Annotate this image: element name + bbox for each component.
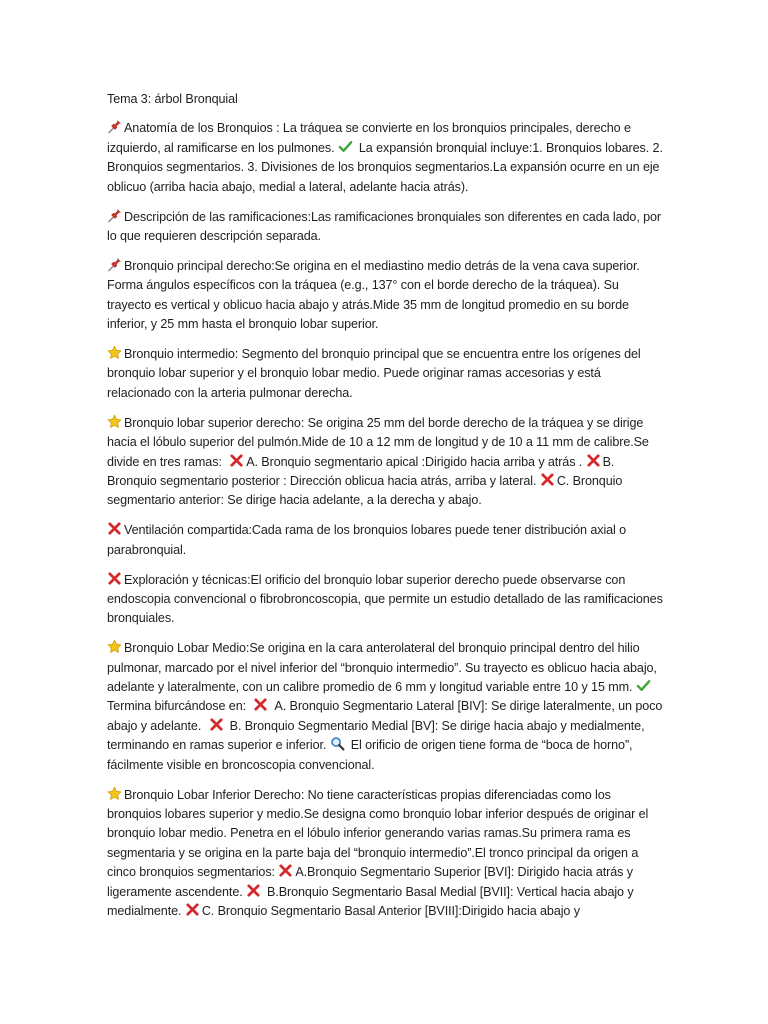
paragraph-bronquio-principal-derecho: Bronquio principal derecho:Se origina en el mediastino medio detrás de la vena cava superior. Forma ángulos específicos con la tráquea (e.g., 137° con el borde derecho de la tráquea). Su trayecto es vertical y oblicuo hacia abajo y atrás.Mide 35 mm de longitud promedio en su borde inferior, y 25 mm hasta el bronquio lobar superior. bbox=[107, 258, 640, 332]
cross-mark-icon bbox=[586, 453, 601, 468]
paragraph-exploracion: Exploración y técnicas:El orificio del bronquio lobar superior derecho puede observarse con endoscopia convencional o fibrobroncoscopia, que permite un estudio detallado de las ramificaciones bronquiales. bbox=[107, 572, 663, 626]
paragraph-bronquio-intermedio: Bronquio intermedio: Segmento del bronquio principal que se encuentra entre los orígenes del bronquio lobar superior y el bronquio lobar medio. Puede originar ramas accesorias y está relacionado con la arteria pulmonar derecha. bbox=[107, 346, 641, 400]
paragraph-anatomia: Anatomía de los Bronquios : La tráquea se convierte en los bronquios principales, derecho e izquierdo, al ramificarse en los pulmones. La expansión bronquial incluye:1. Bronquios lobares. 2. Bronquios segmentarios. 3. Divisiones de los bronquios segmentarios.La expansión ocurre en un eje oblicuo (arriba hacia abajo, medial a lateral, adelante hacia atrás). bbox=[107, 121, 663, 194]
magnifying-glass-icon bbox=[330, 736, 345, 751]
cross-mark-icon bbox=[246, 883, 261, 898]
paragraph-ventilacion: Ventilación compartida:Cada rama de los bronquios lobares puede tener distribución axial o parabronquial. bbox=[107, 523, 627, 557]
document-body bbox=[107, 90, 663, 932]
cross-mark-icon bbox=[107, 521, 122, 536]
cross-mark-icon bbox=[229, 453, 244, 468]
paragraph-descripcion: Descripción de las ramificaciones:Las ramificaciones bronquiales son diferentes en cada lado, por lo que requieren descripción separada. bbox=[107, 209, 662, 243]
cross-mark-icon bbox=[107, 571, 122, 586]
star-icon bbox=[107, 786, 122, 801]
cross-mark-icon bbox=[209, 717, 224, 732]
pushpin-icon bbox=[107, 119, 122, 134]
pushpin-icon bbox=[107, 208, 122, 223]
star-icon bbox=[107, 414, 122, 429]
check-mark-icon bbox=[636, 678, 651, 693]
star-icon bbox=[107, 639, 122, 654]
cross-mark-icon bbox=[540, 472, 555, 487]
paragraph-bronquio-lobar-medio: Bronquio Lobar Medio:Se origina en la cara anterolateral del bronquio principal dentro del hilio pulmonar, marcado por el nivel inferior del “bronquio intermedio”. Su trayecto es oblicuo hacia abajo, adelante y lateralmente, con un calibre promedio de 6 mm y longitud variable entre 10 y 15 mm. Termina bifurcándose en: A. Bronquio Segmentario Lateral [BIV]: Se dirige lateralmente, un poco abajo y adelante. B. Bronquio Segmentario Medial [BV]: Se dirige hacia abajo y medialmente, terminando en ramas superior e inferior. El orificio de origen tiene forma de “boca de horno”, fácilmente visible en broncoscopia convencional. bbox=[107, 641, 663, 772]
paragraph-bronquio-lobar-inferior: Bronquio Lobar Inferior Derecho: No tiene características propias diferenciadas como los bronquios lobares superior y medio.Se designa como bronquio lobar inferior después de originar el bronquio lobar medio. Penetra en el lóbulo inferior generando varias ramas.Su primera rama es segmentaria y se origina en la parte baja del “bronquio intermedio”.El tronco principal da origen a cinco bronquios segmentarios: A.Bronquio Segmentario Superior [BVI]: Dirigido hacia atrás y ligeramente ascendente. B.Bronquio Segmentario Basal Medial [BVII]: Vertical hacia abajo y medialmente. C. Bronquio Segmentario Basal Anterior [BVIII]:Dirigido hacia abajo y bbox=[107, 787, 649, 919]
check-mark-icon bbox=[338, 139, 353, 154]
star-icon bbox=[107, 345, 122, 360]
cross-mark-icon bbox=[278, 863, 293, 878]
cross-mark-icon bbox=[185, 902, 200, 917]
paragraph-bronquio-lobar-superior: Bronquio lobar superior derecho: Se origina 25 mm del borde derecho de la tráquea y se dirige hacia el lóbulo superior del pulmón.Mide de 10 a 12 mm de longitud y de 10 a 11 mm de calibre.Se divide en tres ramas: A. Bronquio segmentario apical :Dirigido hacia arriba y atrás . B. Bronquio segmentario posterior : Dirección oblicua hacia atrás, arriba y lateral. C. Bronquio segmentario anterior: Se dirige hacia adelante, a la derecha y abajo. bbox=[107, 415, 649, 508]
pushpin-icon bbox=[107, 257, 122, 272]
cross-mark-icon bbox=[253, 697, 268, 712]
document-title: Tema 3: árbol Bronquial bbox=[107, 92, 238, 106]
